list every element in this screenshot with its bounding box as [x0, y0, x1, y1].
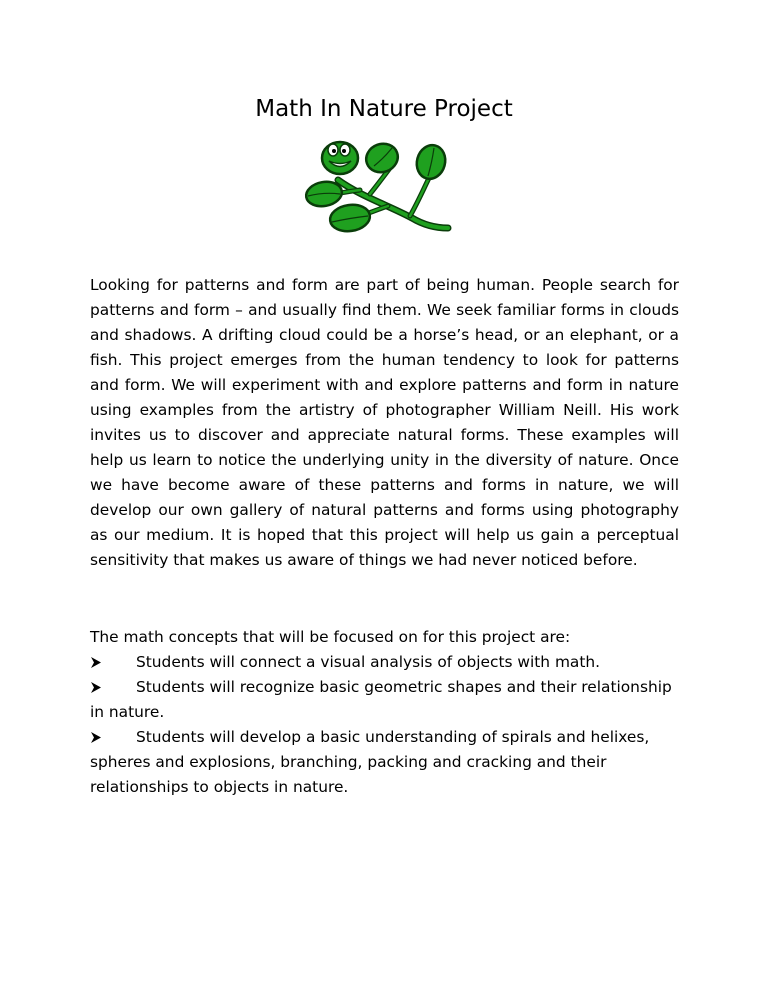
- list-item: [90, 650, 684, 675]
- arrowhead-bullet-icon: [90, 675, 136, 700]
- list-item: [90, 675, 684, 725]
- arrowhead-bullet-icon: [90, 725, 136, 750]
- concept-text: Students will connect a visual analysis of objects with math.: [136, 653, 601, 671]
- smiling-leaf-branch-icon: [300, 136, 460, 236]
- concepts-heading: The math concepts that will be focused on for this project are:: [90, 628, 571, 646]
- arrowhead-bullet-icon: [90, 650, 136, 675]
- concepts-list: [90, 650, 684, 800]
- concept-text: Students will develop a basic understanding of spirals and helixes, spheres and explosions, branching, packing and cracking and their relationships to objects in nature.: [90, 728, 650, 796]
- page-title: Math In Nature Project: [255, 96, 513, 122]
- intro-paragraph: Looking for patterns and form are part of being human. People search for patterns and form – and usually find them. We seek familiar forms in clouds and shadows. A drifting cloud could be a horse’s head, or an elephant, or a fish. This project emerges from the human tendency to look for patterns and form. We will experiment with and explore patterns and form in nature using examples from the artistry of photographer William Neill. His work invites us to discover and appreciate natural forms. These examples will help us learn to notice the underlying unity in the diversity of nature. Once we have become aware of these patterns and forms in nature, we will develop our own gallery of natural patterns and forms using photography as our medium. It is hoped that this project will help us gain a perceptual sensitivity that makes us aware of things we had never noticed before.: [90, 276, 679, 569]
- list-item: [90, 725, 684, 800]
- concept-text: Students will recognize basic geometric shapes and their relationship in nature.: [90, 678, 672, 721]
